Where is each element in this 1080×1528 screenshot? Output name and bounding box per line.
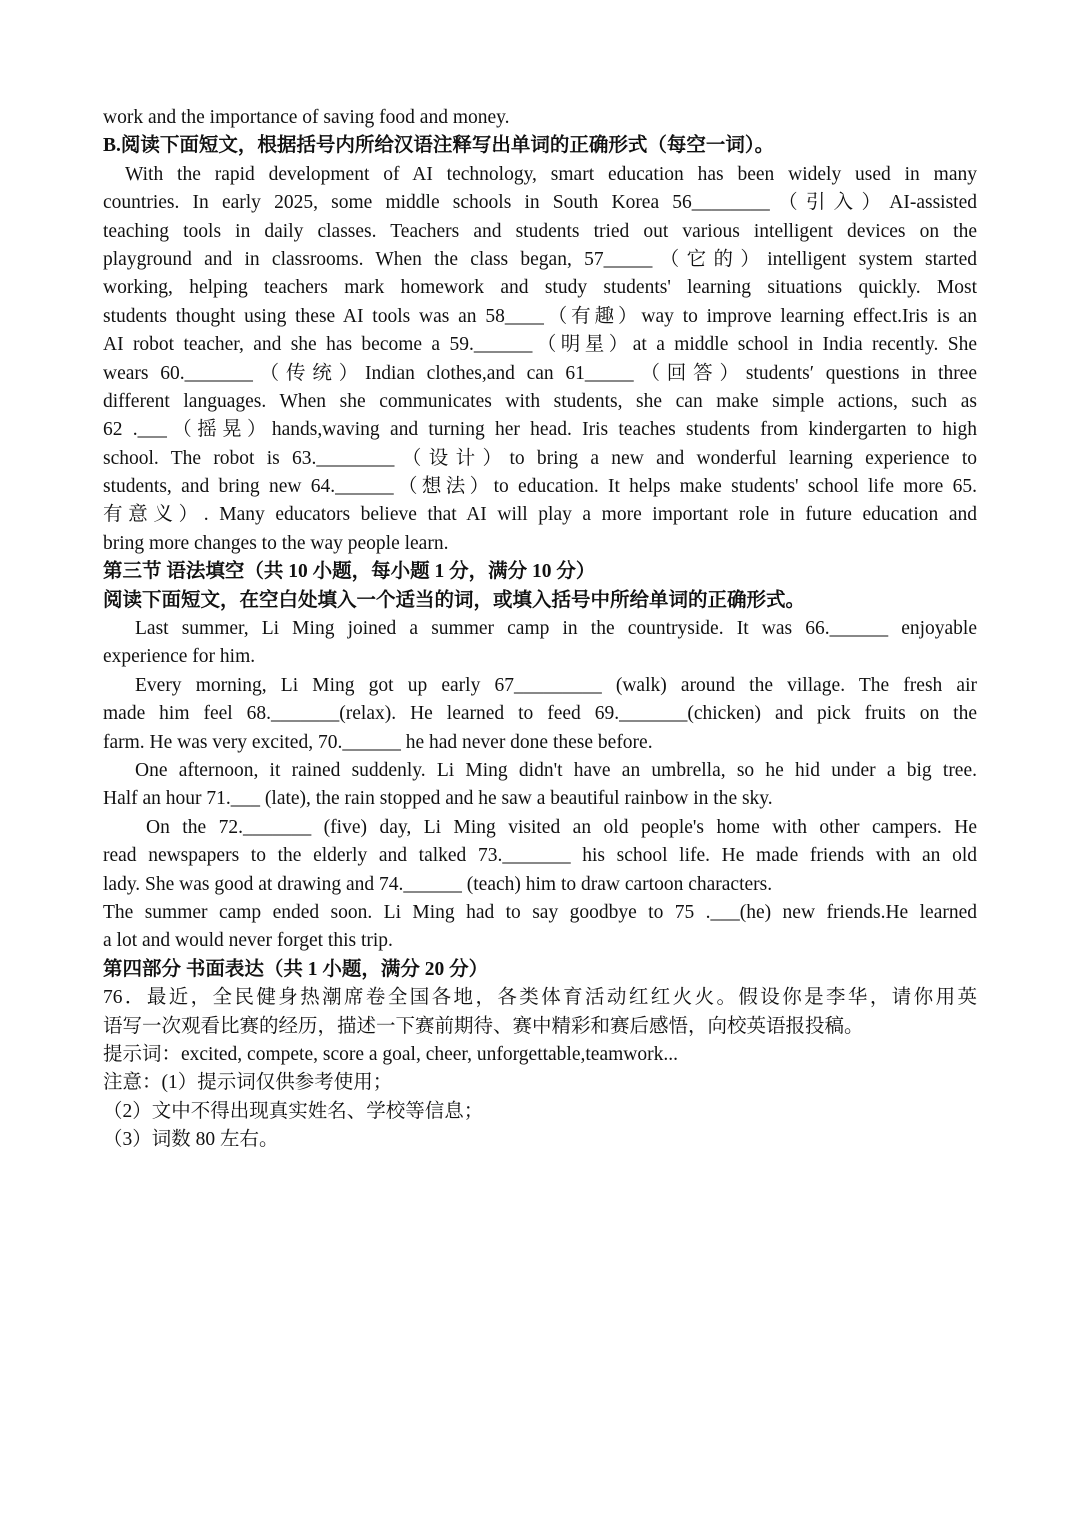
text-line: Last summer, Li Ming joined a summer camp in the countryside. It was 66.______ enjoyable bbox=[135, 618, 977, 640]
text-line: working, helping teachers mark homework and study students' learning situations quickly. Most bbox=[103, 277, 977, 299]
text-line: AI robot teacher, and she has become a 59.______（明星）at a middle school in India recently. She bbox=[103, 334, 977, 356]
note-line: 注意：(1）提示词仅供参考使用； bbox=[103, 1072, 393, 1094]
text-line: countries. In early 2025, some middle schools in South Korea 56________（引入）AI-assisted bbox=[103, 192, 977, 214]
text-line: experience for him. bbox=[103, 646, 256, 668]
text-line: On the 72._______ (five) day, Li Ming visited an old people's home with other campers. He bbox=[146, 816, 977, 838]
text-line: With the rapid development of AI technology, smart education has been widely used in many bbox=[125, 163, 977, 185]
text-line: wears 60._______（传统）Indian clothes,and can 61_____（回答）students′ questions in three bbox=[103, 362, 977, 384]
text-line: lady. She was good at drawing and 74.______ (teach) him to draw cartoon characters. bbox=[103, 873, 773, 895]
writing-task-line: 76．最近，全民健身热潮席卷全国各地，各类体育活动红红火火。假设你是李华，请你用英 bbox=[103, 987, 977, 1009]
part-4-heading: 第四部分 书面表达（共 1 小题，满分 20 分） bbox=[103, 958, 489, 980]
text-line: teaching tools in daily classes. Teachers and students tried out various intelligent devices on the bbox=[103, 220, 977, 242]
text-line: The summer camp ended soon. Li Ming had to say goodbye to 75 .___(he) new friends.He learned bbox=[103, 901, 977, 923]
note-line: （2）文中不得出现真实姓名、学校等信息； bbox=[103, 1100, 484, 1122]
text-line: read newspapers to the elderly and talked 73._______ his school life. He made friends with an old bbox=[103, 845, 977, 867]
text-line: students, and bring new 64.______（想法）to education. It helps make students' school life more 65. bbox=[103, 476, 977, 498]
text-line: 有意义）. Many educators believe that AI will play a more important role in future education and bbox=[103, 504, 977, 526]
text-line: students thought using these AI tools was an 58____（有趣）way to improve learning effect.Iris is an bbox=[103, 305, 977, 327]
text-line: different languages. When she communicates with students, she can make simple actions, such as bbox=[103, 390, 977, 412]
text-line: school. The robot is 63.________（设计）to bring a new and wonderful learning experience to bbox=[103, 447, 977, 469]
section-3-instruction: 阅读下面短文，在空白处填入一个适当的词，或填入括号中所给单词的正确形式。 bbox=[103, 589, 806, 611]
text-line: One afternoon, it rained suddenly. Li Ming didn't have an umbrella, so he hid under a big tree. bbox=[135, 759, 977, 781]
text-line: playground and in classrooms. When the class began, 57_____（它的）intelligent system started bbox=[103, 248, 977, 270]
text-line: Every morning, Li Ming got up early 67_________ (walk) around the village. The fresh air bbox=[135, 674, 977, 696]
note-line: （3）词数 80 左右。 bbox=[103, 1129, 279, 1151]
section-3-heading: 第三节 语法填空（共 10 小题，每小题 1 分，满分 10 分） bbox=[103, 561, 596, 583]
text-line: farm. He was very excited, 70.______ he had never done these before. bbox=[103, 731, 653, 753]
text-line: Half an hour 71.___ (late), the rain stopped and he saw a beautiful rainbow in the sky. bbox=[103, 788, 773, 810]
exam-page bbox=[103, 104, 977, 1154]
text-line: made him feel 68._______(relax). He learned to feed 69._______(chicken) and pick fruits on the bbox=[103, 703, 977, 725]
section-b-heading: B.阅读下面短文，根据括号内所给汉语注释写出单词的正确形式（每空一词）。 bbox=[103, 135, 775, 157]
writing-task-line: 语写一次观看比赛的经历，描述一下赛前期待、赛中精彩和赛后感悟，向校英语报投稿。 bbox=[103, 1015, 864, 1037]
text-line: bring more changes to the way people learn. bbox=[103, 532, 449, 554]
hint-words: 提示词：excited, compete, score a goal, cheer, unforgettable,teamwork... bbox=[103, 1043, 678, 1065]
text-line: a lot and would never forget this trip. bbox=[103, 930, 393, 952]
text-line: 62 .___（摇晃）hands,waving and turning her head. Iris teaches students from kindergarten to high bbox=[103, 419, 977, 441]
text-line: work and the importance of saving food and money. bbox=[103, 107, 510, 128]
